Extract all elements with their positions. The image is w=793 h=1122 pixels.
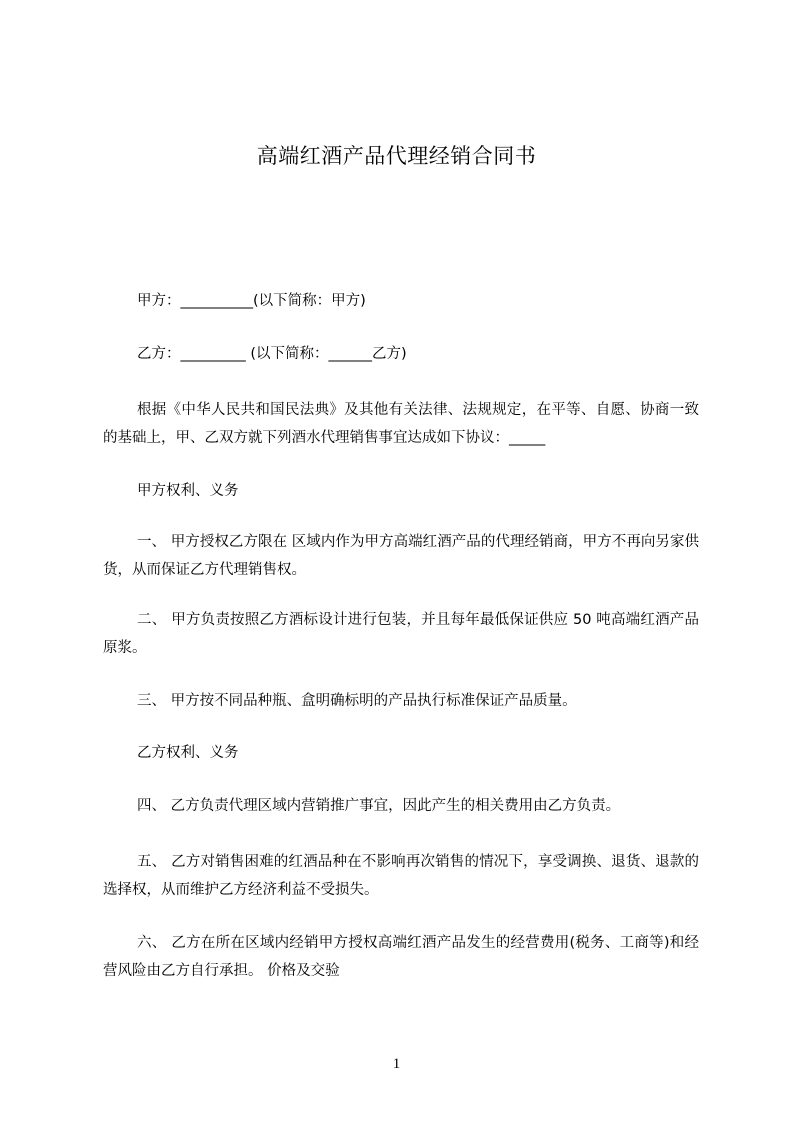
- clause-5: 五、 乙方对销售困难的红酒品种在不影响再次销售的情况下，享受调换、退货、退款的选择权，从而维护乙方经济利益不受损失。: [103, 854, 699, 898]
- document-title: 高端红酒产品代理经销合同书: [256, 144, 537, 168]
- party-a-line: 甲方：__________(以下简称：甲方): [137, 293, 366, 309]
- clause-3: 三、 甲方按不同品种瓶、盒明确标明的产品执行标准保证产品质量。: [137, 693, 577, 709]
- party-a-rights-heading: 甲方权利、义务: [137, 483, 239, 499]
- page-number: 1: [392, 1056, 401, 1072]
- party-b-rights-heading: 乙方权利、义务: [137, 745, 239, 761]
- party-b-line: 乙方：_________ (以下简称：______乙方): [137, 346, 407, 362]
- clause-2: 二、 甲方负责按照乙方酒标设计进行包装，并且每年最低保证供应 50 吨高端红酒产品原浆。: [103, 612, 699, 656]
- clause-6: 六、 乙方在所在区域内经销甲方授权高端红酒产品发生的经营费用(税务、工商等)和经营风险由乙方自行承担。 价格及交验: [103, 935, 699, 979]
- preamble-paragraph: 根据《中华人民共和国民法典》及其他有关法律、法规规定，在平等、自愿、协商一致的基础上，甲、乙双方就下列酒水代理销售事宜达成如下协议：_____: [103, 402, 699, 446]
- clause-1: 一、 甲方授权乙方限在 区域内作为甲方高端红酒产品的代理经销商，甲方不再向另家供货，从而保证乙方代理销售权。: [103, 534, 699, 578]
- clause-4: 四、 乙方负责代理区域内营销推广事宜，因此产生的相关费用由乙方负责。: [137, 798, 621, 814]
